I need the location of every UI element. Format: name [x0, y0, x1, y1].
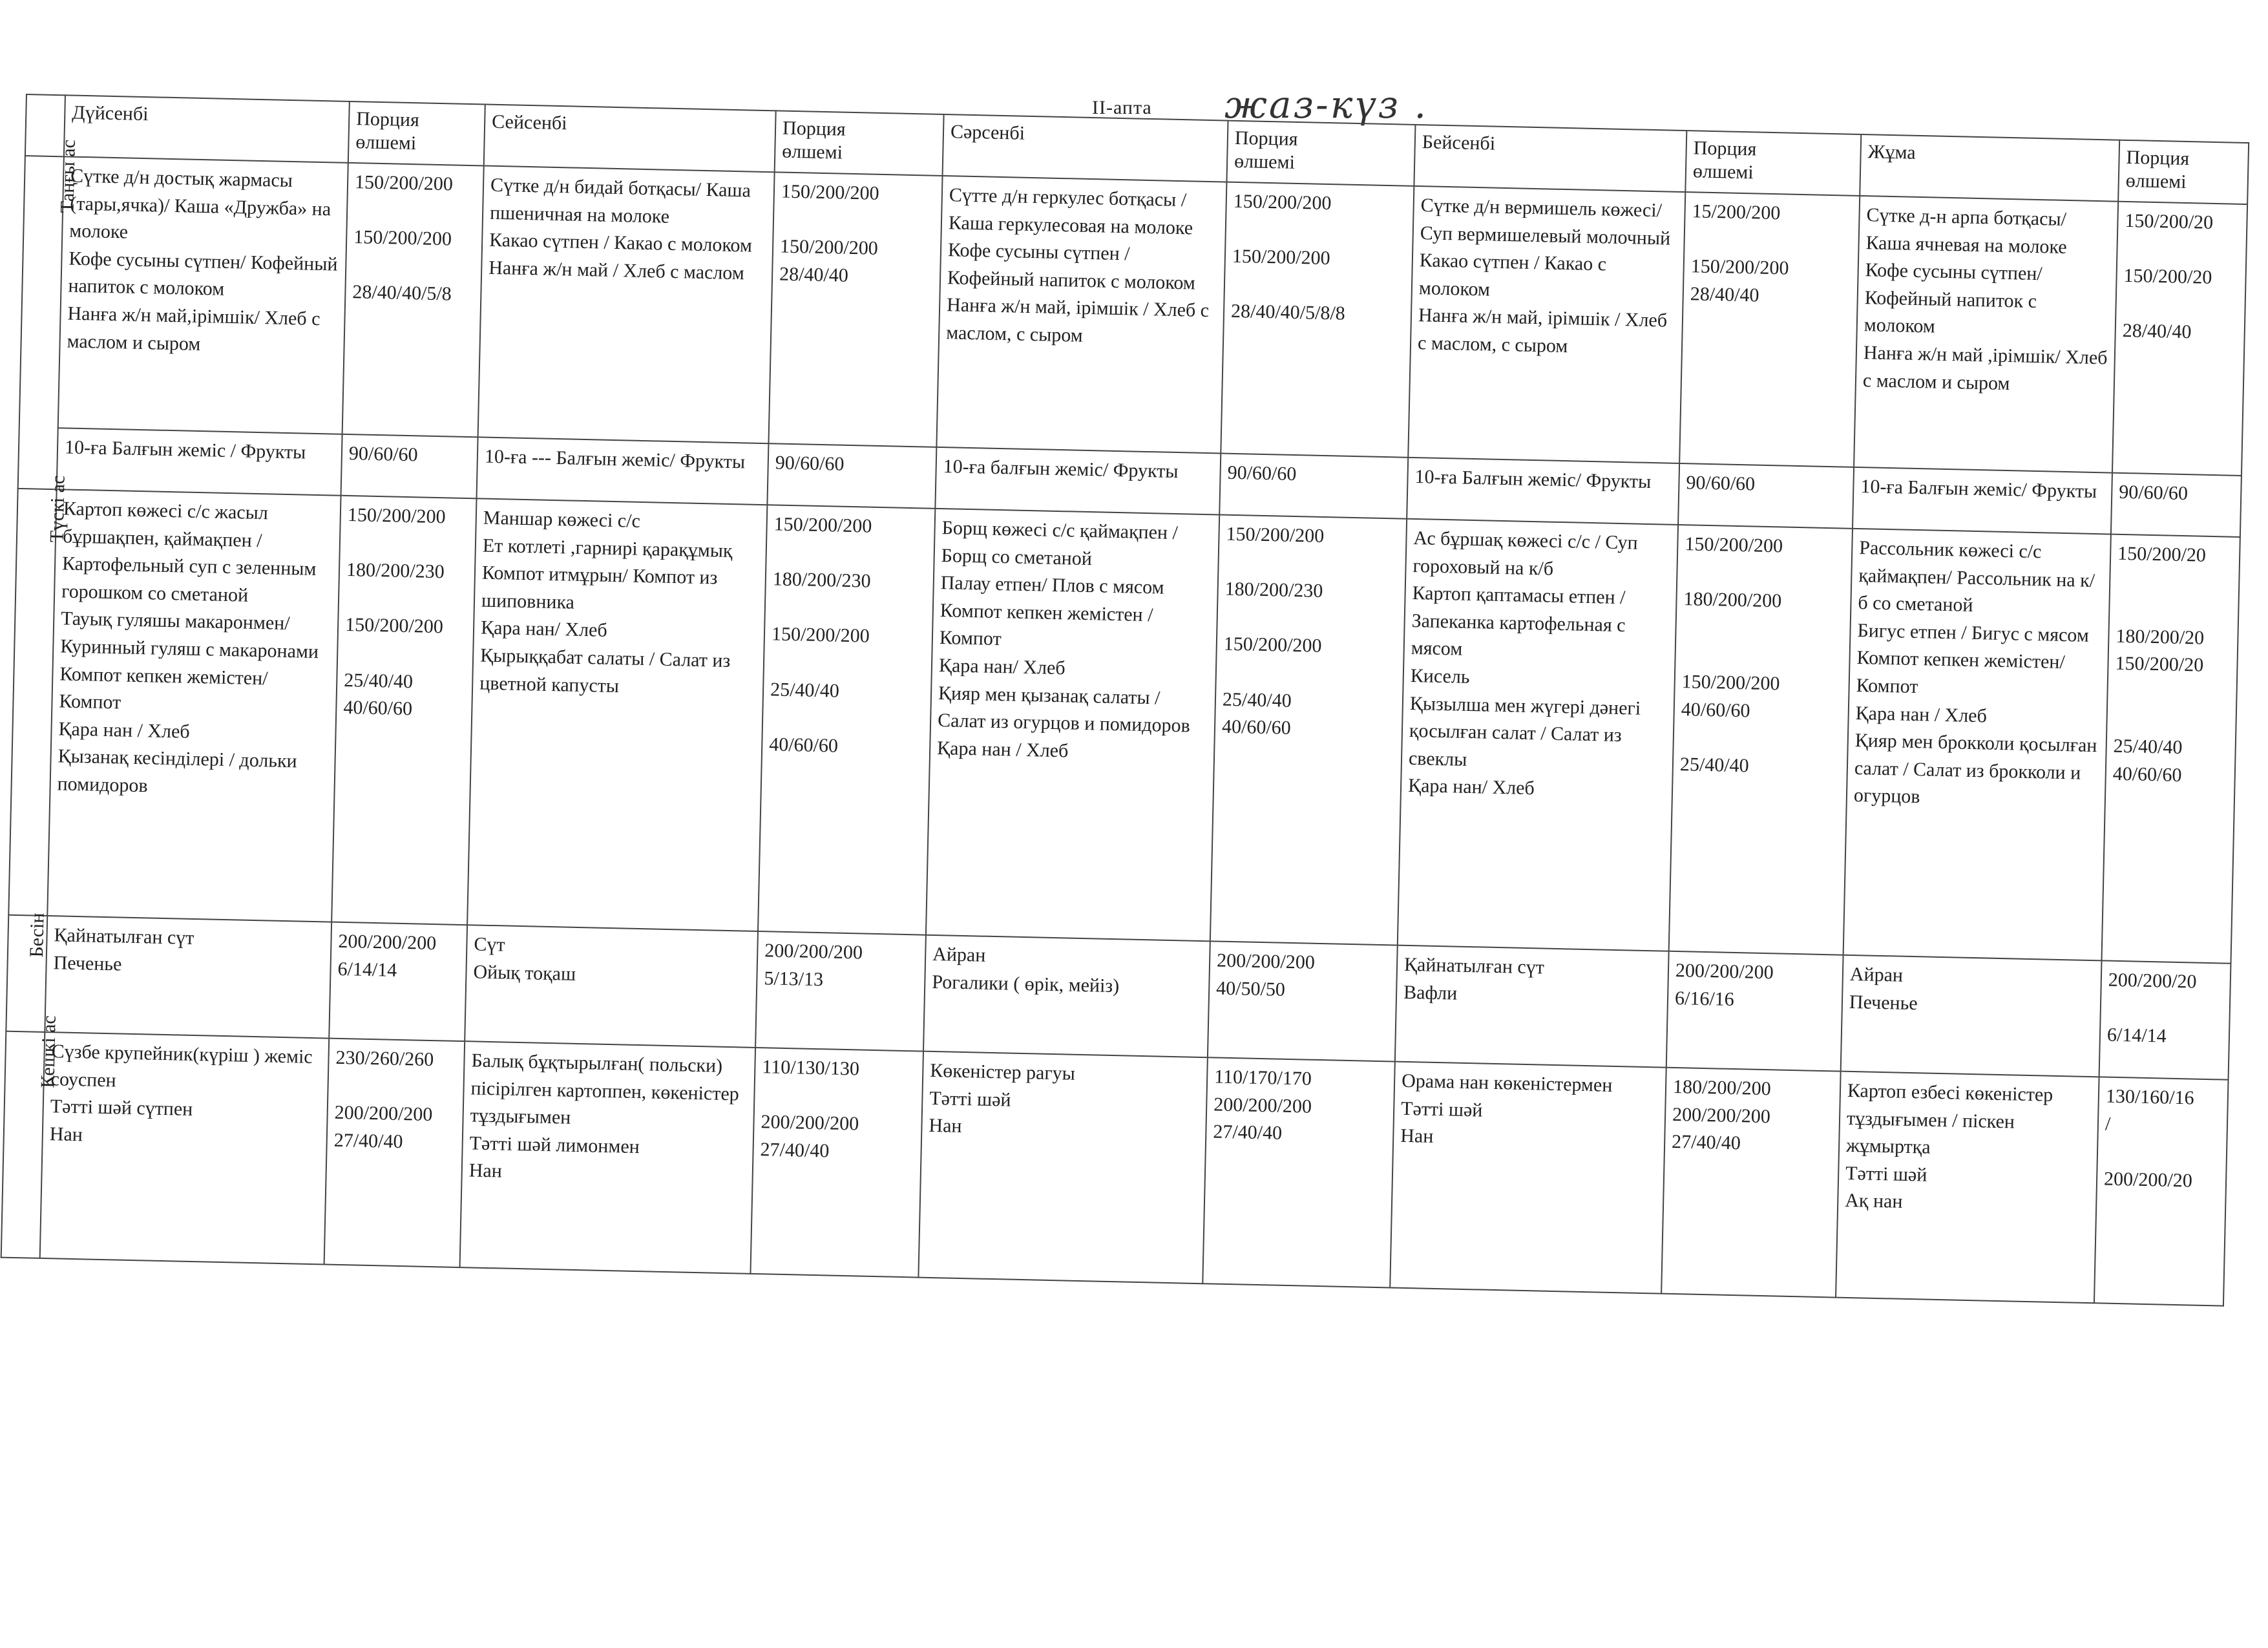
portion-header-wednesday: Порция өлшемі: [1226, 121, 1415, 186]
dish-cell: Айран Печенье: [1841, 955, 2102, 1077]
lunch-row: [8, 489, 2240, 964]
meal-label-dinner: Кешкі ас: [37, 1015, 60, 1088]
dish-cell: Балық бұқтырылған( польски) пісірілген картоппен, көкеністер тұздығымен Тәтті шәй лимонмен Нан: [460, 1041, 756, 1274]
portion-cell: 90/60/60: [1219, 453, 1408, 518]
meal-label-cell: [1, 1015, 60, 1258]
breakfast-row: [19, 156, 2247, 476]
portion-cell: 150/200/20 150/200/20 28/40/40: [2112, 202, 2247, 476]
dish-cell: 10-ға --- Балғын жеміс/ Фрукты: [477, 437, 769, 505]
week-title: II-апта: [1092, 97, 1152, 118]
day-header-tuesday: Сейсенбі: [484, 105, 776, 173]
handwritten-season-note: жаз-күз .: [1224, 83, 1428, 127]
portion-cell: 90/60/60: [767, 443, 936, 509]
portion-cell: 130/160/16 / 200/200/20: [2094, 1077, 2229, 1305]
day-header-thursday: Бейсенбі: [1414, 125, 1686, 192]
portion-cell: 150/200/200 180/200/230 150/200/200 25/40/40 40/60/60: [1210, 514, 1407, 945]
dish-cell: Сүтке д/н вермишель көжесі/ Суп вермишелевый молочный Какао сүтпен / Какао с молоком Нанға ж/н май, ірімшік / Хлеб с маслом, с сыром: [1408, 186, 1685, 463]
portion-header-tuesday: Порция өлшемі: [775, 111, 944, 176]
portion-cell: 90/60/60: [341, 434, 478, 499]
portion-cell: 110/170/170 200/200/200 27/40/40: [1202, 1057, 1395, 1287]
portion-cell: 150/200/20 180/200/20 150/200/20 25/40/40 40/60/60: [2102, 534, 2240, 964]
dish-cell: Картоп езбесі көкеністер тұздығымен / піскен жұмыртқа Тәтті шәй Ақ нан: [1836, 1072, 2099, 1304]
dish-cell: Сүтке д/н бидай ботқасы/ Каша пшеничная на молоке Какао сүтпен / Какао с молоком Нанға ж/н май / Хлеб с маслом: [478, 165, 775, 443]
portion-cell: 150/200/200 180/200/230 150/200/200 25/40/40 40/60/60: [758, 505, 935, 935]
menu-table-wrapper: [1, 94, 2249, 1307]
meal-label-lunch: Түскі ас: [46, 475, 69, 543]
dish-cell: Борщ көжесі с/с қаймақпен / Борщ со сметаной Палау етпен/ Плов с мясом Компот кепкен жемістен / Компот Қара нан/ Хлеб Қияр мен қызанақ салаты / Салат из огурцов и помидоров Қара нан / Хлеб: [926, 509, 1219, 941]
portion-cell: 230/260/260 200/200/200 27/40/40: [324, 1039, 465, 1267]
menu-table: [1, 94, 2249, 1307]
portion-cell: 150/200/200 180/200/200 150/200/200 40/60/60 25/40/40: [1669, 525, 1853, 955]
portion-cell: 15/200/200 150/200/200 28/40/40: [1679, 192, 1860, 467]
day-header-wednesday: Сәрсенбі: [943, 114, 1228, 182]
portion-cell: 200/200/20 6/14/14: [2099, 960, 2231, 1079]
dish-cell: Қайнатылған сүт Печенье: [45, 916, 331, 1039]
dish-cell: Маншар көжесі с/с Ет котлеті ,гарнирі қарақұмық Компот итмұрын/ Компот из шиповника Қара нан/ Хлеб Қырыққабат салаты / Салат из цветной капусты: [467, 498, 767, 931]
dish-cell: Орама нан көкеністермен Тәтті шәй Нан: [1390, 1062, 1666, 1294]
meal-label-cell: [18, 139, 79, 489]
portion-header-monday: Порция өлшемі: [348, 101, 485, 166]
dish-cell: Көкеністер рагуы Тәтті шәй Нан: [918, 1051, 1208, 1284]
dish-cell: 10-ға Балғын жеміс / Фрукты: [57, 428, 342, 496]
portion-header-friday: Порция өлшемі: [2118, 140, 2249, 204]
portion-cell: 90/60/60: [2111, 473, 2242, 537]
portion-cell: 90/60/60: [1678, 463, 1854, 529]
portion-cell: 150/200/200 150/200/200 28/40/40/5/8: [342, 163, 484, 437]
portion-cell: 180/200/200 200/200/200 27/40/40: [1661, 1068, 1841, 1298]
dish-cell: Картоп көжесі с/с жасыл бұршақпен, қаймақпен / Картофельный суп с зеленным горошком со сметаной Тауық гуляшы макаронмен/ Куринный гуляш с макаронами Компот кепкен жемістен/ Компот Қара нан / Хлеб Қызанақ кесінділері / дольки помидоров: [47, 489, 341, 922]
portion-cell: 110/130/130 200/200/200 27/40/40: [750, 1048, 923, 1278]
portion-cell: 200/200/200 5/13/13: [755, 931, 926, 1051]
meal-label-cell: [6, 915, 47, 1032]
dish-cell: Сүтке д-н арпа ботқасы/Каша ячневая на молоке Кофе сусыны сүтпен/ Кофейный напиток с молоком Нанға ж/н май ,ірімшік/ Хлеб с маслом и сыром: [1854, 196, 2118, 473]
meal-label-breakfast: Таңғы ас: [56, 139, 79, 213]
portion-cell: 200/200/200 6/16/16: [1666, 951, 1843, 1072]
dish-cell: Айран Рогалики ( өрік, мейіз): [923, 935, 1210, 1058]
dish-cell: Қайнатылған сүт Вафли: [1395, 945, 1669, 1068]
dish-cell: 10-ға Балғын жеміс/ Фрукты: [1407, 458, 1679, 525]
day-header-friday: Жұма: [1860, 134, 2119, 202]
dish-cell: 10-ға Балғын жеміс/ Фрукты: [1853, 467, 2112, 534]
dish-cell: Сүзбе крупейник(күріш ) жеміс соуспен Тәтті шәй сүтпен Нан: [40, 1032, 330, 1265]
dish-cell: Сүтте д/н геркулес ботқасы / Каша геркулесовая на молоке Кофе сусыны сүтпен / Кофейный напиток с молоком Нанға ж/н май, ірімшік / Хлеб с маслом, с сыром: [936, 176, 1226, 453]
portion-cell: 150/200/200 150/200/200 28/40/40/5/8/8: [1221, 182, 1414, 458]
portion-cell: 150/200/200 180/200/230 150/200/200 25/40/40 40/60/60: [331, 496, 476, 925]
portion-cell: 200/200/200 40/50/50: [1208, 941, 1398, 1061]
portion-cell: 200/200/200 6/14/14: [329, 922, 467, 1042]
portion-cell: 150/200/200 150/200/200 28/40/40: [768, 172, 942, 447]
day-header-monday: Дүйсенбі: [64, 95, 350, 163]
dish-cell: Ас бұршақ көжесі с/с / Суп гороховый на к/б Картоп қаптамасы етпен / Запеканка картофельная с мясом Кисель Қызылша мен жүгері дәнегі қосылған салат / Салат из свеклы Қара нан/ Хлеб: [1398, 519, 1678, 951]
dish-cell: Рассольник көжесі с/с қаймақпен/ Рассольник на к/б со сметаной Бигус етпен / Бигус с мясом Компот кепкен жемістен/ Компот Қара нан / Хлеб Қияр мен брокколи қосылған салат / Салат из брокколи и огурцов: [1843, 529, 2111, 961]
dinner-row: [1, 1031, 2229, 1306]
dish-cell: 10-ға балғын жеміс/ Фрукты: [935, 447, 1221, 515]
dish-cell: Сүт Ойық тоқаш: [465, 925, 758, 1048]
portion-header-thursday: Порция өлшемі: [1685, 131, 1861, 196]
meal-label-snack: Бесін: [26, 913, 48, 958]
dish-cell: Сүтке д/н достық жармасы (тары,ячка)/ Каша «Дружба» на молоке Кофе сусыны сүтпен/ Кофейный напиток с молоком Нанға ж/н май,ірімшік/ Хлеб с маслом и сыром: [58, 156, 348, 434]
